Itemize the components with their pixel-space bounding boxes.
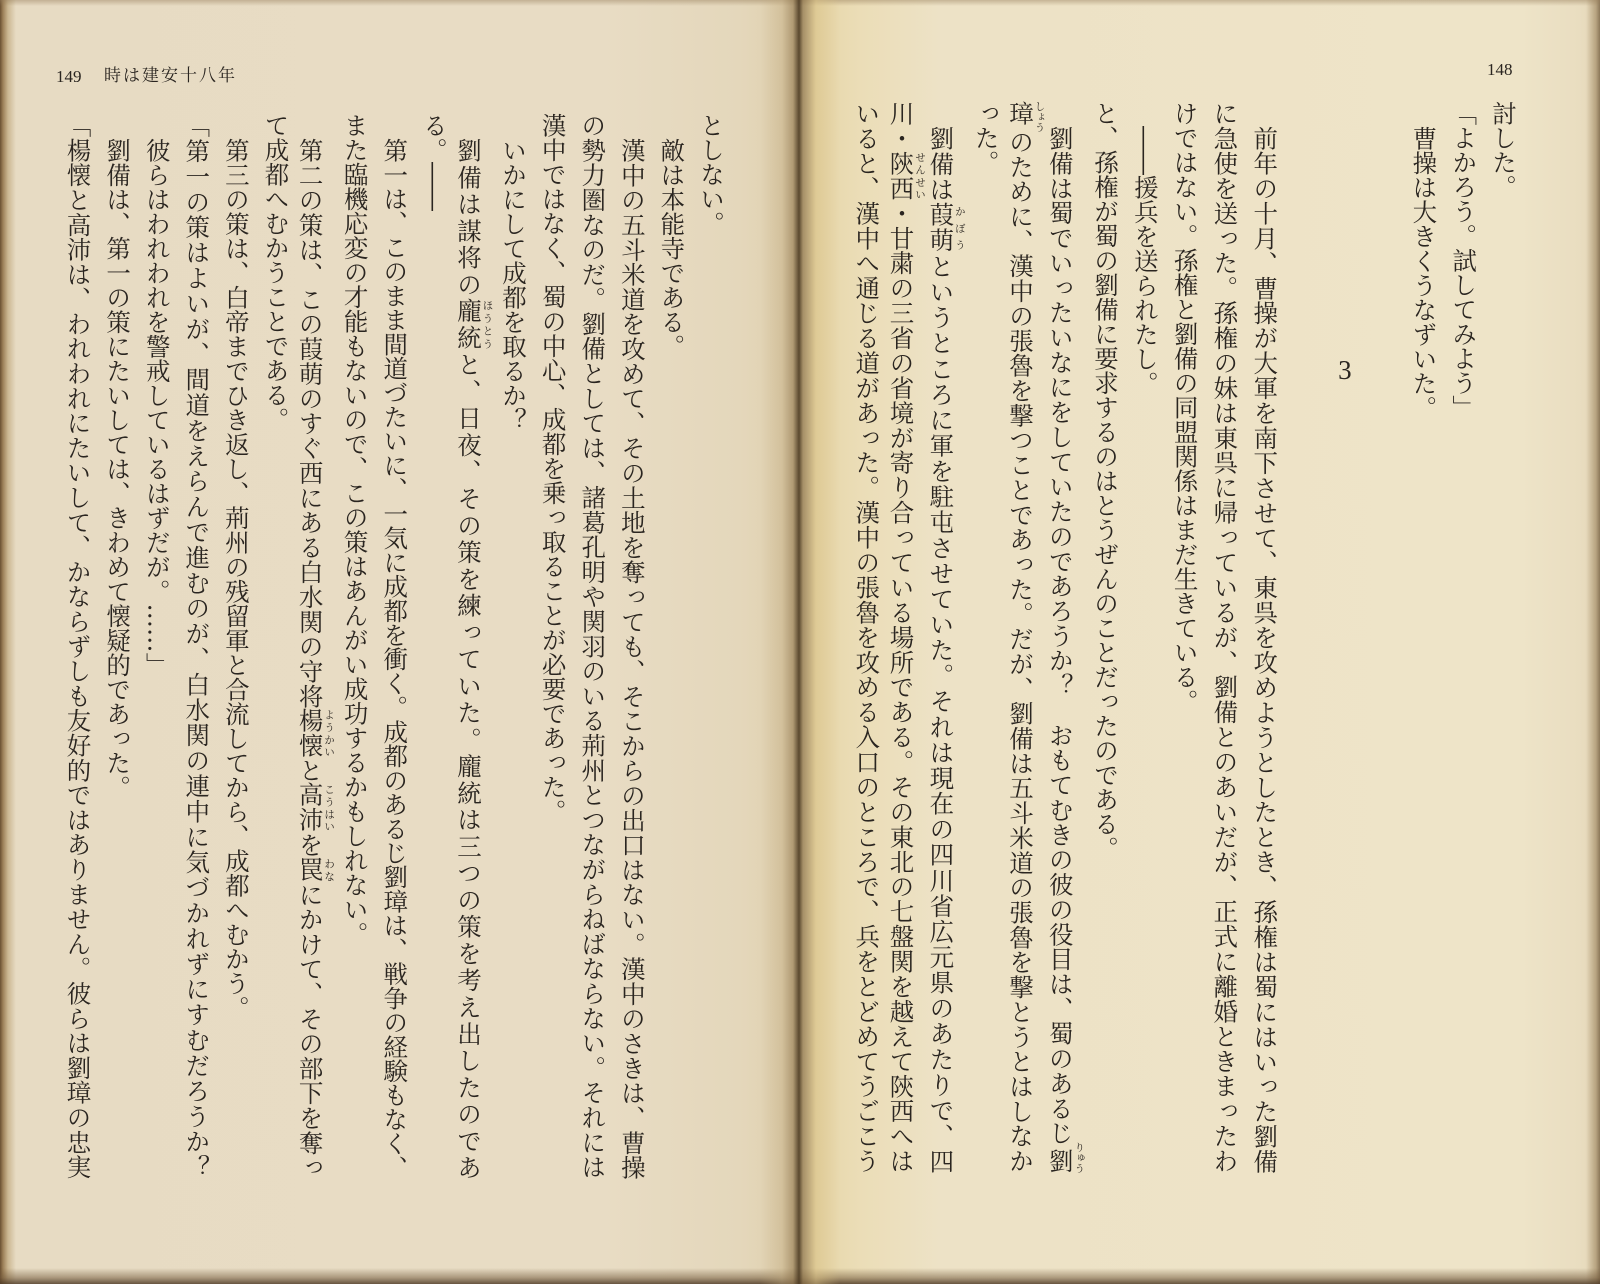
text-line: としない。 [697,113,726,236]
ruby-text: りゅう [1073,1141,1086,1173]
text-line: 劉備は、第一の策にたいしては、きわめて懐疑的であった。 [103,137,133,799]
running-head: 時は建安十八年 [104,66,237,86]
text-line: 彼らはわれわれを警戒しているはずだが。……」 [142,137,172,677]
text-segment: というところに軍を駐屯させていた。それは現在の四川省広元県のあたりで、四 [926,253,956,1174]
scan-edge-left [0,0,16,1284]
ruby-text: しょう [1033,101,1046,133]
text-line: 曹操は大きくうなずいた。 [1409,125,1439,420]
text-line: 「第一の策はよいが、間道をえらんで進むのが、白水関の連中に気づかれずにすむだろうか？ [182,113,212,1179]
ruby-annotation [453,298,494,352]
ruby-annotation [295,782,336,833]
text-line: 前年の十月、曹操が大軍を南下させて、東呉を攻めようとしたとき、孫権は蜀にはいった劉備 [1250,125,1280,1174]
scan-edge-right [1586,0,1600,1284]
text-segment: 川・ [886,101,916,151]
text-line: 漢中ではなく、蜀の中心、成都を乗っ取ることが必要であった。 [538,113,568,824]
line-spacer [1364,101,1404,1173]
text-line: いると、漢中へ通じる道があった。漢中の張魯を攻める入口のところで、兵をとどめてうごこう [852,101,882,1174]
ruby-base: 龐統 [453,298,483,352]
text-line: った。 [971,101,1001,175]
text-segment: 劉備は [926,125,956,203]
text-line: 討した。 [1489,101,1518,199]
text-line [454,113,494,1179]
ruby-base: 璋 [1005,101,1035,133]
text-line: 第三の策は、白帝までひき返し、荊州の残留軍と合流してから、成都へむかう。 [221,137,251,1020]
ruby-base: 楊懐 [295,708,325,758]
ruby-text: ようかい [323,708,336,758]
text-line [1045,101,1085,1173]
line-spacer [1284,101,1324,1173]
text-line: に急使を送った。孫権の妹は東呉に帰っているが、劉備とのあいだが、正式に離婚ときまったわ [1210,101,1240,1173]
text-line: 敵は本能寺である。 [657,137,687,358]
text-line [1006,101,1046,1173]
text-segment: と、日夜、その策を練っていた。龐統は三つの策を考え出したのであ [453,351,483,1180]
text-segment: 第二の策は、この葭萌のすぐ西にある白水関の守将 [295,137,325,709]
text-segment: 劉備は蜀でいったいなにをしていたのであろうか？ おもてむきの彼の役目は、蜀のあるじ [1045,125,1075,1145]
text-line: 漢中の五斗米道を攻めて、その土地を奪っても、そこからの出口はない。漢中のさきは、曹操 [617,137,647,1179]
ruby-text: こうはい [323,782,336,832]
ruby-text: わな [323,856,336,882]
text-line: 「よかろう。試してみよう」 [1449,101,1479,420]
text-segment: にかけて、その部下を奪っ [295,881,325,1180]
ruby-text: かぼう [953,202,966,253]
ruby-base: 葭萌 [926,202,956,254]
text-line [886,101,926,1173]
ruby-text: ほうとう [481,298,494,350]
text-segment: のために、漢中の張魯を撃つことであった。だが、劉備は五斗米道の張魯を撃とうとはしなか [1005,129,1035,1173]
ruby-base: 罠 [295,856,325,882]
text-segment: ・甘粛の三省の省境が寄り合っている場所である。その東北の七盤関を越えて陝西へは [886,200,916,1174]
ruby-annotation [926,202,966,254]
text-line: の勢力圏なのだ。劉備としては、諸葛孔明や関羽のいる荊州とつながらねばならない。それには [578,113,608,1179]
text-line: ――援兵を送られたし。 [1130,125,1160,395]
text-line: て成都へむかうことである。 [261,113,291,432]
text-line: 第一は、このまま間道づたいに、一気に成都を衝く。成都のあるじ劉璋は、戦争の経験もなく、 [380,137,410,1179]
section-number: 3 [1329,355,1360,385]
text-segment: を [295,832,325,857]
text-line: と、孫権が蜀の劉備に要求するのはとうぜんのことだったのである。 [1091,101,1121,861]
page-number-left: 149 [56,67,82,86]
book-gutter [760,0,840,1284]
text-line: けではない。孫権と劉備の同盟関係はまだ生きている。 [1170,101,1200,714]
ruby-annotation [886,150,927,201]
ruby-base: 劉 [1045,1141,1075,1173]
page-number-right: 148 [1487,60,1513,79]
ruby-annotation [1005,101,1046,133]
ruby-base: 高沛 [295,782,325,833]
text-line: る。―― [419,113,449,211]
text-segment: と [295,757,325,783]
ruby-annotation [295,856,336,882]
text-line: 「楊懐と高沛は、われわれにたいして、かならずしも友好的ではありません。彼らは劉璋の忠実 [63,113,93,1179]
text-line: また臨機応変の才能もないので、この策はあんがい成功するかもしれない。 [340,113,370,946]
ruby-annotation [1045,1141,1086,1173]
text-segment: 劉備は謀将の [453,137,483,299]
left-page [58,113,731,1179]
text-line: いかにして成都を取るか？ [499,137,529,432]
right-page [846,101,1523,1173]
ruby-annotation [295,708,336,758]
ruby-text: せんせい [914,150,927,201]
ruby-base: 陝西 [886,150,916,201]
text-line [295,113,335,1179]
text-line [926,101,966,1173]
